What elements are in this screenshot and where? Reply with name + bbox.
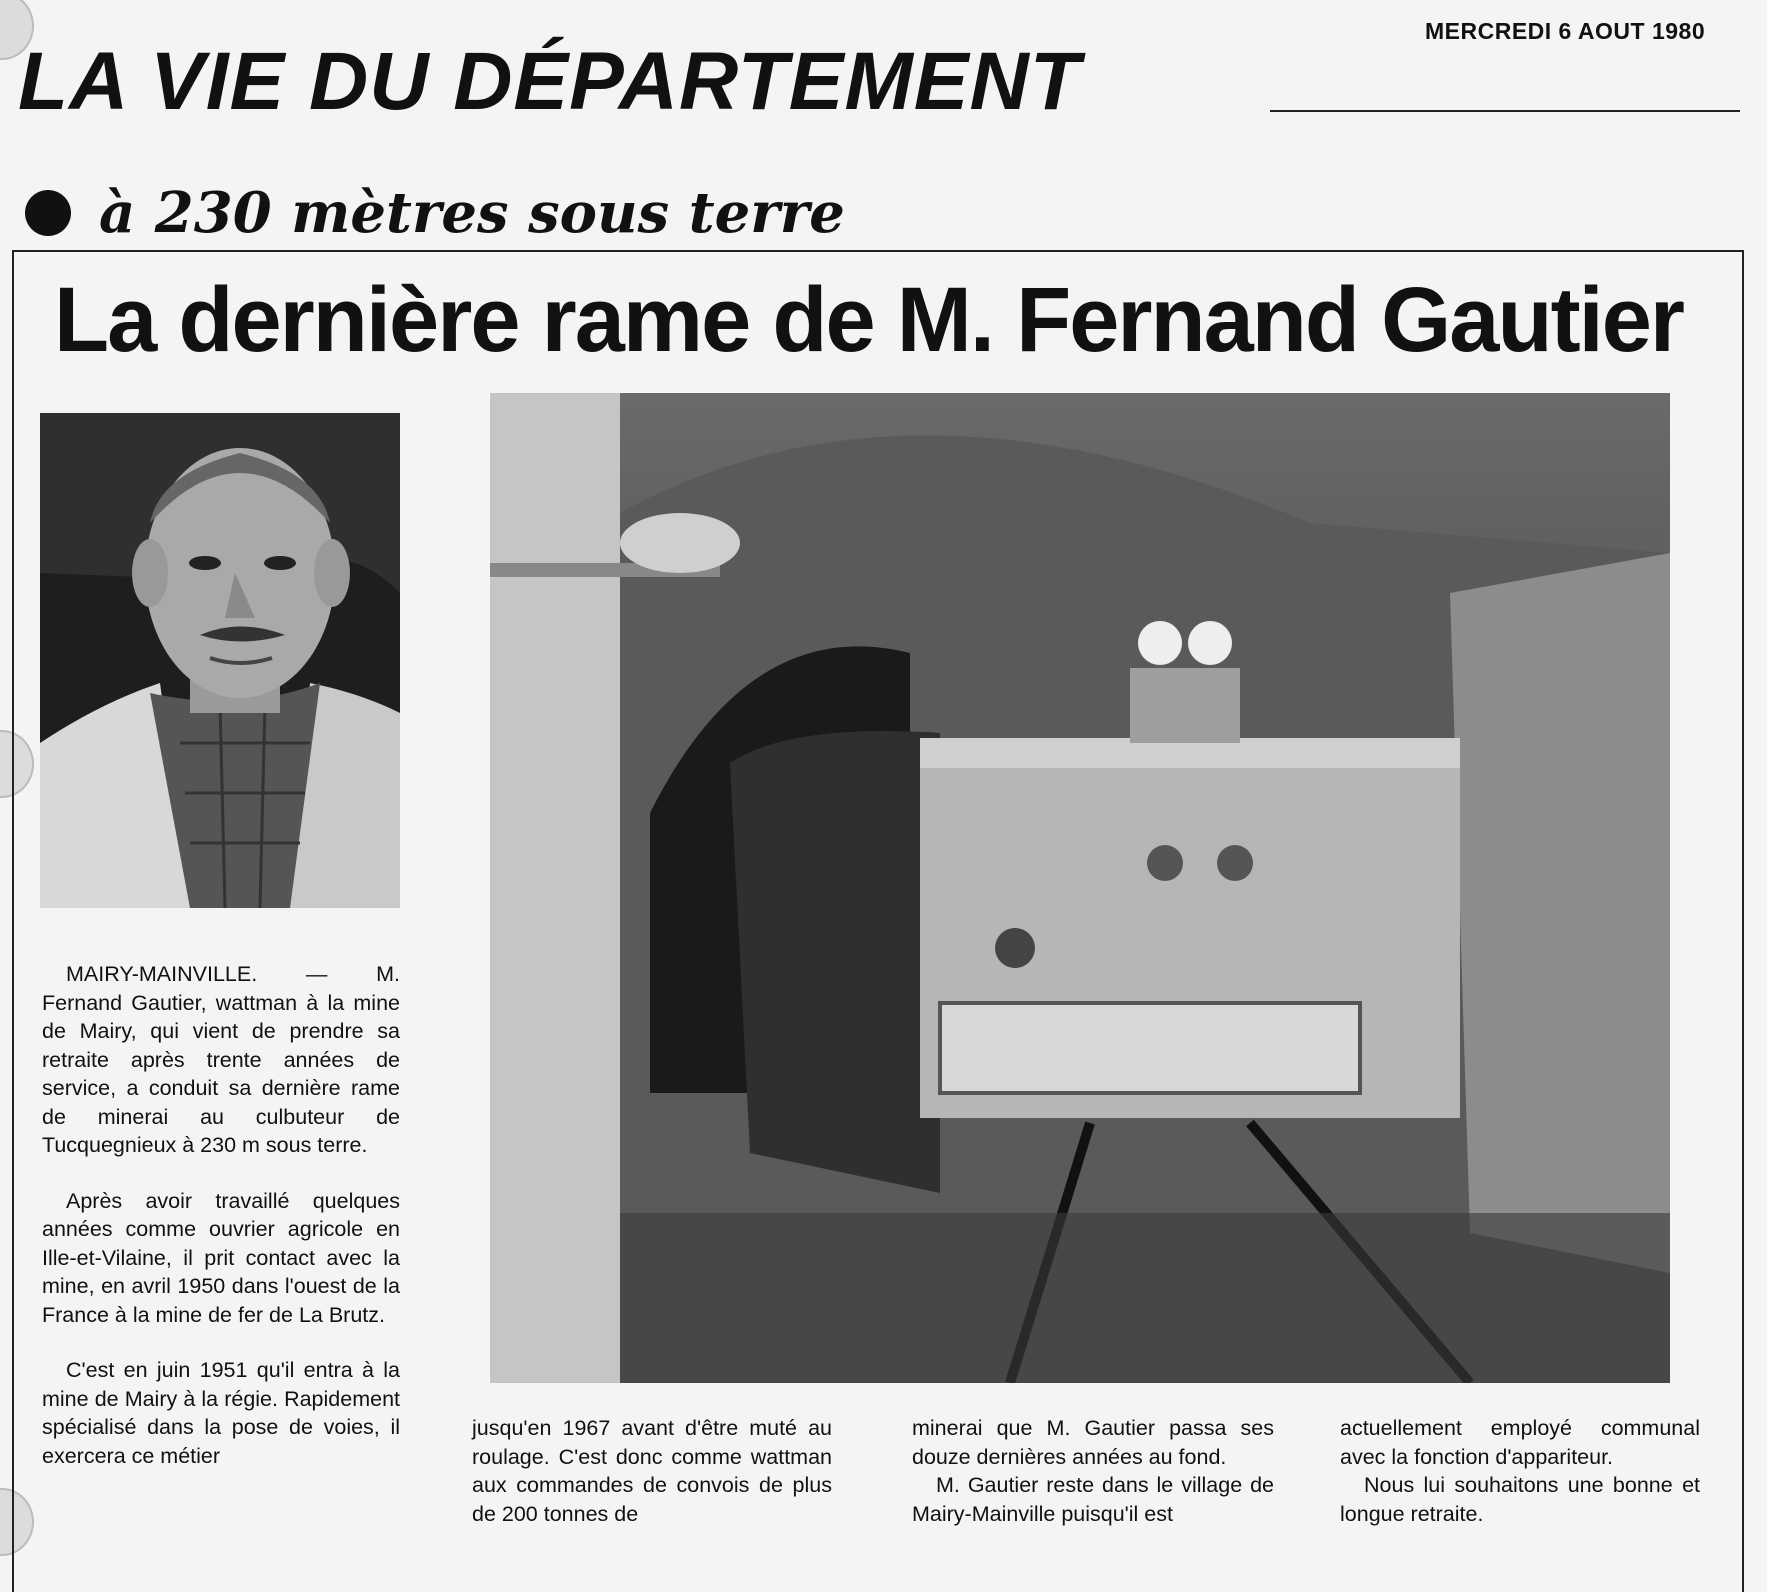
article-column-4 [1340,1414,1700,1528]
article-column-3 [912,1414,1274,1528]
paragraph-years: minerai que M. Gautier passa ses douze dernières années au fond. [912,1416,1274,1469]
bullet-icon [25,190,71,236]
mine-locomotive-photo [490,393,1670,1383]
section-rule [1270,110,1740,112]
paragraph-mairy: C'est en juin 1951 qu'il entra à la mine de Mairy à la régie. Rapidement spécialisé dans la pose de voies, il exercera ce métier [42,1358,400,1468]
article-column-2 [472,1414,832,1528]
headline: La dernière rame de M. Fernand Gautier [54,269,1684,371]
paragraph-wishes: Nous lui souhaitons une bonne et longue retraite. [1340,1473,1700,1526]
article-column-1 [42,960,400,1470]
portrait-illustration [40,413,400,908]
paragraph-roulage: jusqu'en 1967 avant d'être muté au roulage. C'est donc comme wattman aux commandes de convois de plus de 200 tonnes de [472,1416,832,1526]
paragraph-employe: actuellement employé communal avec la fonction d'appariteur. [1340,1416,1700,1469]
paragraph-career: Après avoir travaillé quelques années comme ouvrier agricole en Ille-et-Vilaine, il prit contact avec la mine, en avril 1950 dans l'ouest de la France à la mine de fer de La Brutz. [42,1188,400,1327]
portrait-photo [40,413,400,908]
publication-date: MERCREDI 6 AOUT 1980 [1425,18,1706,44]
paragraph-village: M. Gautier reste dans le village de Mairy-Mainville puisqu'il est [912,1473,1274,1526]
kicker [25,180,845,246]
paragraph-intro: MAIRY-MAINVILLE. — M. Fernand Gautier, wattman à la mine de Mairy, qui vient de prendre sa retraite après trente années de service, a conduit sa dernière rame de minerai au culbuteur de Tucquegnieux à 230 m sous terre. [42,962,400,1157]
section-title: LA VIE DU DÉPARTEMENT [18,36,1081,127]
tunnel-illustration [490,393,1670,1383]
kicker-text: à 230 mètres sous terre [99,180,845,246]
